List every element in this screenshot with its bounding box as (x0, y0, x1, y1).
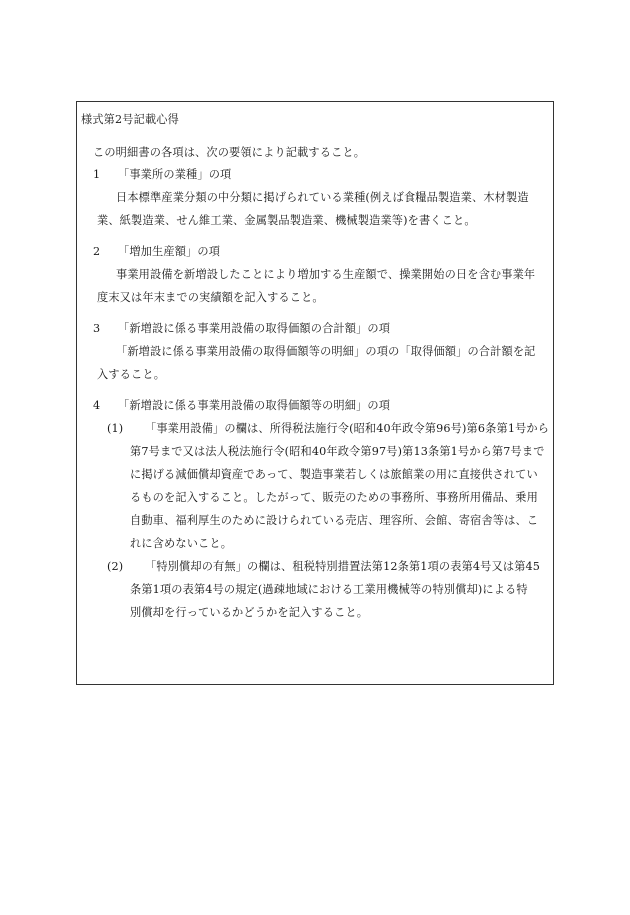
section-title: 「新増設に係る事業用設備の取得価額の合計額」の項 (118, 322, 391, 335)
subitem-line: 「事業用設備」の欄は、所得税法施行令(昭和40年政令第96号)第6条第1号から (145, 422, 550, 435)
section-line: 度末又は年末までの実績額を記入すること。 (97, 291, 324, 304)
subitem-line: 条第1項の表第4号の規定(過疎地域における工業用機械等の特別償却)による特 (130, 583, 528, 596)
section-line: 業、紙製造業、せん維工業、金属製品製造業、機械製造業等)を書くこと。 (97, 214, 476, 227)
subitem-line: 第7号まで又は法人税法施行令(昭和40年政令第97号)第13条第1号から第7号まで (130, 445, 545, 458)
section-title: 「事業所の業種」の項 (118, 168, 232, 181)
subitem-line: 自動車、福利厚生のために設けられている売店、理容所、会館、寄宿舎等は、こ (130, 514, 539, 527)
subitem-line: に掲げる減価償却資産であって、製造事業若しくは旅館業の用に直接供されてい (130, 468, 538, 481)
form-heading: 様式第2号記載心得 (81, 113, 179, 126)
section-line: 事業用設備を新増設したことにより増加する生産額で、操業開始の日を含む事業年 (116, 268, 536, 281)
subitem-line: 「特別償却の有無」の欄は、租税特別措置法第12条第1項の表第4号又は第45 (145, 560, 541, 573)
section-title: 「新増設に係る事業用設備の取得価額等の明細」の項 (118, 399, 391, 412)
section-number: 2 (93, 245, 101, 258)
section-line: 入すること。 (97, 368, 166, 381)
section-number: 4 (93, 399, 101, 412)
subitem-number: (1) (107, 422, 124, 435)
document-frame (76, 101, 554, 685)
section-number: 3 (93, 322, 101, 335)
subitem-line: るものを記入すること。したがって、販売のための事務所、事務所用備品、乗用 (130, 491, 538, 504)
subitem-line: れに含めないこと。 (130, 537, 233, 550)
section-line: 「新増設に係る事業用設備の取得価額等の明細」の項の「取得価額」の合計額を記 (116, 345, 536, 358)
section-line: 日本標準産業分類の中分類に掲げられている業種(例えば食糧品製造業、木材製造 (116, 191, 529, 204)
section-title: 「増加生産額」の項 (118, 245, 221, 258)
intro-text: この明細書の各項は、次の要領により記載すること。 (93, 146, 366, 159)
section-number: 1 (93, 168, 101, 181)
subitem-number: (2) (107, 560, 124, 573)
subitem-line: 別償却を行っているかどうかを記入すること。 (130, 606, 369, 619)
